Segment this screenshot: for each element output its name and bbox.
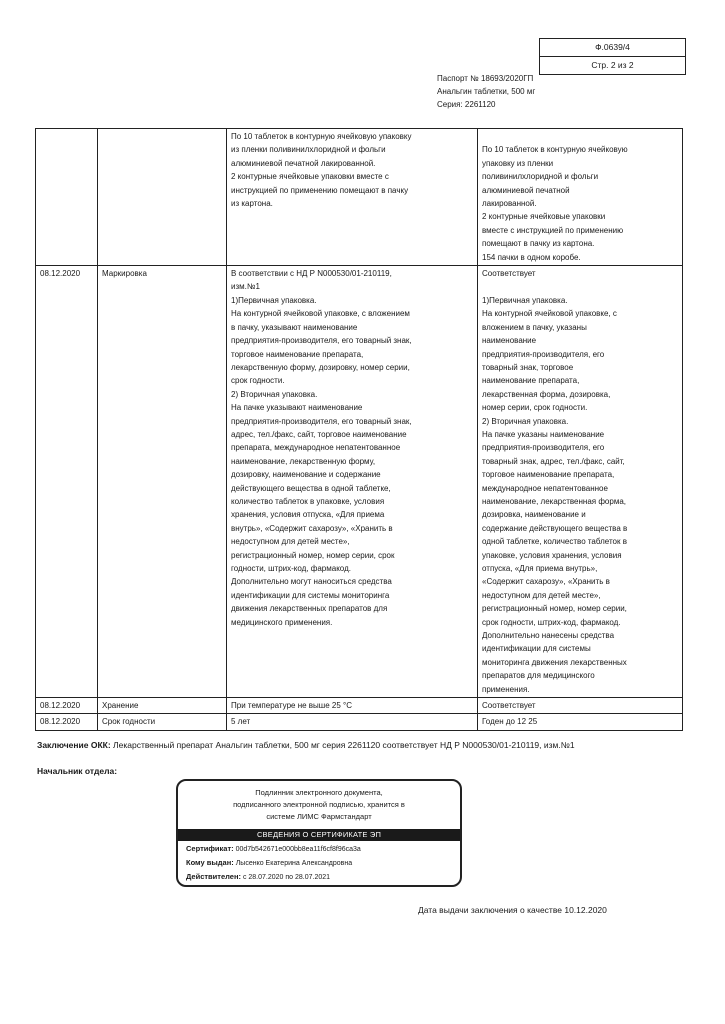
- conclusion-label: Заключение ОКК:: [37, 740, 111, 750]
- date-cell: 08.12.2020: [36, 266, 98, 698]
- certificate-info-header: СВЕДЕНИЯ О СЕРТИФИКАТЕ ЭП: [178, 829, 460, 841]
- result-cell: По 10 таблеток в контурную ячейковую упаковку из пленки поливинилхлоридной и фольги алюминиевой печатной лакированной. 2 контурные ячейковые упаковки вместе с инструкцией по применению помещают в пачку из картона. 154 пачки в одном коробе.: [478, 129, 683, 266]
- certificate-label: Сертификат:: [186, 844, 234, 853]
- series-number: Серия: 2261120: [437, 100, 496, 109]
- issue-date: Дата выдачи заключения о качестве 10.12.2020: [418, 905, 607, 915]
- requirement-cell: 5 лет: [227, 714, 478, 730]
- form-code: Ф.0639/4: [595, 42, 630, 52]
- form-code-box: [539, 38, 686, 75]
- result-cell: Соответствует: [478, 698, 683, 714]
- quality-table: [35, 128, 683, 731]
- stamp-line: Подлинник электронного документа,: [255, 788, 383, 797]
- valid-value: с 28.07.2020 по 28.07.2021: [241, 874, 331, 881]
- table-row: [36, 714, 683, 730]
- page-number: Стр. 2 из 2: [540, 56, 685, 74]
- valid-label: Действителен:: [186, 872, 241, 881]
- issued-to-value: Лысенко Екатерина Александровна: [233, 860, 353, 867]
- requirement-cell: По 10 таблеток в контурную ячейковую упаковку из пленки поливинилхлоридной и фольги алюминиевой печатной лакированной. 2 контурные ячейковые упаковки вместе с инструкцией по применению помещают в пачку из картона.: [227, 129, 478, 266]
- table-row: [36, 698, 683, 714]
- valid-line: [178, 870, 460, 883]
- indicator-cell: Маркировка: [98, 266, 227, 698]
- date-cell: 08.12.2020: [36, 714, 98, 730]
- table-row: [36, 129, 683, 266]
- indicator-cell: Срок годности: [98, 714, 227, 730]
- department-head-label: Начальник отдела:: [37, 766, 118, 776]
- product-name: Анальгин таблетки, 500 мг: [437, 87, 536, 96]
- result-cell: Годен до 12 25: [478, 714, 683, 730]
- date-cell: 08.12.2020: [36, 698, 98, 714]
- indicator-cell: [98, 129, 227, 266]
- issued-to-line: [178, 856, 460, 869]
- issued-to-label: Кому выдан:: [186, 858, 234, 867]
- requirement-cell: При температуре не выше 25 °С: [227, 698, 478, 714]
- table-row: [36, 266, 683, 698]
- certificate-value: 00d7b542671e000bb8ea11f6cf8f96ca3a: [233, 846, 361, 853]
- stamp-line: системе ЛИМС Фармстандарт: [266, 812, 372, 821]
- date-cell: [36, 129, 98, 266]
- passport-header: [437, 72, 535, 111]
- certificate-line: [178, 842, 460, 855]
- indicator-cell: Хранение: [98, 698, 227, 714]
- result-cell: Соответствует 1)Первичная упаковка. На контурной ячейковой упаковке, с вложением в пачку, указаны наименование предприятия-производителя, его товарный знак, торговое наименование препарата, лекарственная форма, дозировка, номер серии, срок годности. 2) Вторичная упаковка. На пачке указаны наименование предприятия-производителя, его товарный знак, адрес, тел./факс, сайт, торговое наименование препарата, международное непатентованное наименование, лекарственная форма, дозировка, наименование и содержание действующего вещества в одной таблетке, количество таблеток в упаковке, условия хранения, условия отпуска, «Для приема внутрь», «Содержит сахарозу», «Хранить в недоступном для детей месте», регистрационный номер, номер серии, срок годности, штрих-код, фармакод. Дополнительно нанесены средства идентификации для системы мониторинга движения лекарственных препаратов для медицинского применения.: [478, 266, 683, 698]
- requirement-cell: В соответствии с НД Р N000530/01-210119, изм.№1 1)Первичная упаковка. На контурной ячейковой упаковке, с вложением в пачку, указывают наименование предприятия-производителя, его товарный знак, торговое наименование препарата, лекарственную форму, дозировку, номер серии, срок годности. 2) Вторичная упаковка. На пачке указывают наименование предприятия-производителя, его товарный знак, адрес, тел./факс, сайт, торговое наименование препарата, международное непатентованное наименование, лекарственную форму, дозировку, наименование и содержание действующего вещества в одной таблетке, количество таблеток в упаковке, условия хранения, условия отпуска, «Для приема внутрь», «Содержит сахарозу», «Хранить в недоступном для детей месте», регистрационный номер, номер серии, срок годности, штрих-код, фармакод. Дополнительно могут наноситься средства идентификации для системы мониторинга движения лекарственных препаратов для медицинского применения.: [227, 266, 478, 698]
- e-signature-stamp: [176, 779, 462, 887]
- conclusion-text: Лекарственный препарат Анальгин таблетки, 500 мг серия 2261120 соответствует НД Р N000530/01-210119, изм.№1: [110, 740, 575, 750]
- passport-number: Паспорт № 18693/2020ГП: [437, 74, 534, 83]
- stamp-original-notice: [178, 781, 460, 823]
- stamp-line: подписанного электронной подписью, хранится в: [233, 800, 405, 809]
- conclusion: [37, 738, 597, 753]
